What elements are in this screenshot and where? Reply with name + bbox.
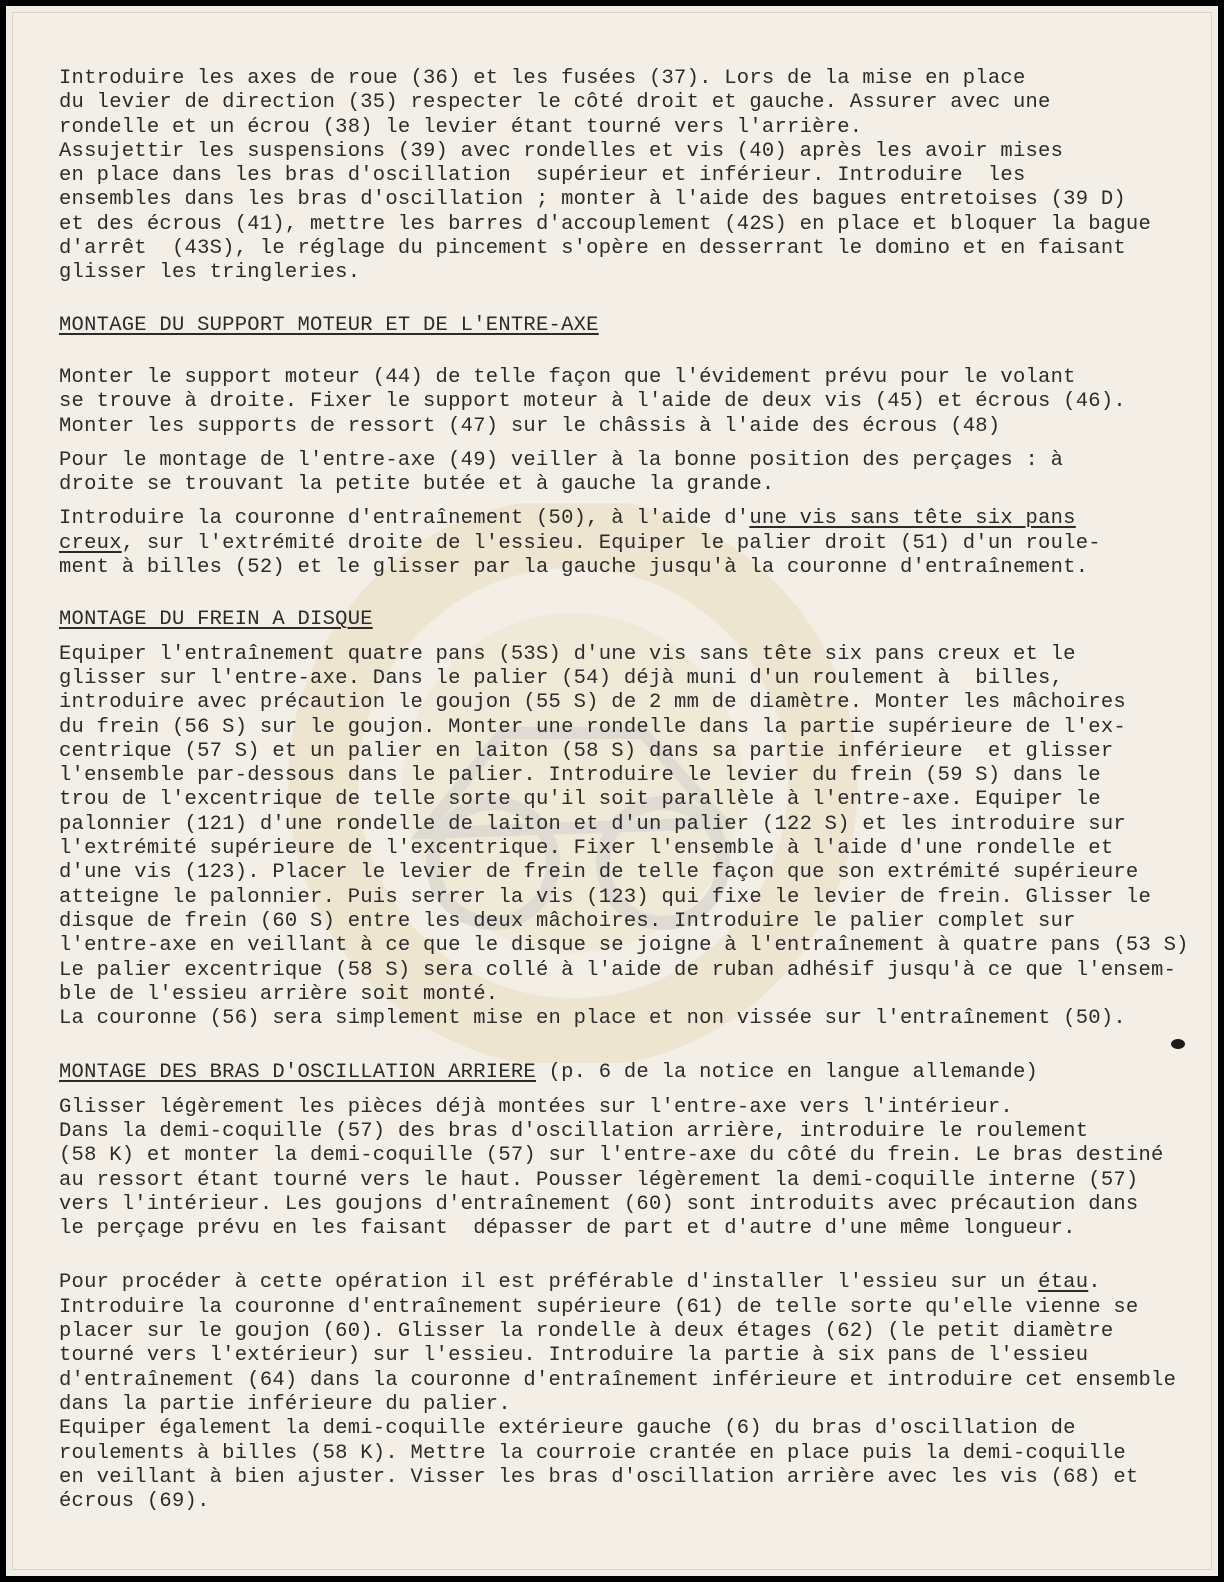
text-line: l'entre-axe en veillant à ce que le disque se joigne à l'entraînement à quatre pans (53 S) — [59, 934, 1189, 958]
underlined-text: étau — [1038, 1271, 1089, 1295]
text-line: atteigne le palonnier. Puis serrer la vis (123) qui fixe le levier de frein. Glisser le — [59, 885, 1152, 909]
text-line: Assujettir les suspensions (39) avec rondelles et vis (40) après les avoir mises — [59, 139, 1064, 163]
text-line: Introduire les axes de roue (36) et les fusées (37). Lors de la mise en place — [59, 67, 1026, 90]
paper-sheet — [12, 12, 1212, 1570]
paragraph-etau — [59, 1271, 1189, 1514]
text-line: Introduire la couronne d'entraînement supérieure (61) de telle sorte qu'elle vienne se — [59, 1295, 1139, 1319]
text-line: du frein (56 S) sur le goujon. Monter une rondelle dans la partie supérieure de l'ex- — [59, 715, 1126, 739]
section-heading-bras-oscillation — [59, 1061, 1189, 1085]
text-line: palonnier (121) d'une rondelle de laiton et d'un palier (122 S) et les introduire sur — [59, 812, 1126, 836]
paragraph-bras-oscillation — [59, 1096, 1189, 1242]
text-line: glisser sur l'entre-axe. Dans le palier (54) déjà muni d'un roulement à billes, — [59, 666, 1064, 690]
text-line: trou de l'excentrique de telle sorte qu'il soit parallèle à l'entre-axe. Equiper le — [59, 788, 1101, 812]
text-line: Equiper l'entraînement quatre pans (53S) d'une vis sans tête six pans creux et le — [59, 642, 1076, 666]
text-line — [59, 507, 1189, 531]
text-line: roulements à billes (58 K). Mettre la courroie crantée en place puis la demi-coquille — [59, 1441, 1126, 1465]
text-line: d'arrêt (43S), le réglage du pincement s'opère en desserrant le domino et en faisant — [59, 237, 1126, 261]
text-line: Dans la demi-coquille (57) des bras d'oscillation arrière, introduire le roulement — [59, 1119, 1089, 1143]
text-line: écrous (69). — [59, 1490, 210, 1514]
text-line: Le palier excentrique (58 S) sera collé à l'aide de ruban adhésif jusqu'à ce que l'ensem- — [59, 958, 1177, 982]
text-line: le perçage prévu en les faisant dépasser de part et d'autre d'une même longueur. — [59, 1217, 1076, 1241]
text-line: (58 K) et monter la demi-coquille (57) sur l'entre-axe du côté du frein. Le bras destiné — [59, 1144, 1164, 1168]
text-line: l'extrémité supérieure de l'excentrique. Fixer l'ensemble à l'aide d'une rondelle et — [59, 837, 1114, 861]
text-line: Monter le support moteur (44) de telle façon que l'évidement prévu pour le volant — [59, 365, 1076, 389]
text-line: Monter les supports de ressort (47) sur le châssis à l'aide des écrous (48) — [59, 414, 1001, 438]
text-line: au ressort étant tourné vers le haut. Pousser légèrement la demi-coquille interne (57) — [59, 1168, 1139, 1192]
heading-text: MONTAGE DU SUPPORT MOTEUR ET DE L'ENTRE-AXE — [59, 313, 599, 337]
text-line — [59, 532, 1189, 556]
text-line: tourné vers l'extérieur) sur l'essieu. Introduire la partie à six pans de l'essieu — [59, 1344, 1089, 1368]
intro-paragraph — [59, 67, 1189, 286]
underlined-text: creux — [59, 531, 122, 555]
text-line: disque de frein (60 S) entre les deux mâchoires. Introduire le palier complet sur — [59, 909, 1076, 933]
text-line — [59, 1271, 1189, 1295]
text-line: Glisser légèrement les pièces déjà montées sur l'entre-axe vers l'intérieur. — [59, 1095, 1013, 1119]
text-line: ble de l'essieu arrière soit monté. — [59, 982, 499, 1006]
text-line: rondelle et un écrou (38) le levier étant tourné vers l'arrière. — [59, 115, 863, 139]
ink-spot — [1171, 1039, 1185, 1049]
text-line: d'entraînement (64) dans la couronne d'entraînement inférieure et introduire cet ensemble — [59, 1368, 1177, 1392]
text-fragment: Introduire la couronne d'entraînement (50), à l'aide d' — [59, 507, 750, 531]
text-line: introduire avec précaution le goujon (55 S) de 2 mm de diamètre. Monter les mâchoires — [59, 691, 1126, 715]
text-line: en veillant à bien ajuster. Visser les bras d'oscillation arrière avec les vis (68) et — [59, 1465, 1139, 1489]
text-line: Pour le montage de l'entre-axe (49) veiller à la bonne position des perçages : à — [59, 448, 1064, 472]
section-heading-frein — [59, 608, 1189, 632]
text-line: La couronne (56) sera simplement mise en place et non vissée sur l'entraînement (50). — [59, 1007, 1126, 1031]
text-line: d'une vis (123). Placer le levier de frein de telle façon que son extrémité supérieure — [59, 861, 1139, 885]
text-line: l'ensemble par-dessous dans le palier. Introduire le levier du frein (59 S) dans le — [59, 764, 1101, 788]
text-fragment: Pour procéder à cette opération il est préférable d'installer l'essieu sur un — [59, 1271, 1039, 1295]
document-body — [59, 67, 1189, 1514]
paragraph-frein — [59, 643, 1189, 1032]
text-line: glisser les tringleries. — [59, 261, 361, 285]
paragraph-support-moteur — [59, 366, 1189, 439]
text-line: et des écrous (41), mettre les barres d'accouplement (42S) en place et bloquer la bague — [59, 212, 1152, 236]
underlined-text: une vis sans tête six pans — [749, 507, 1076, 531]
paragraph-couronne — [59, 507, 1189, 580]
section-heading-support-moteur — [59, 314, 1189, 338]
text-line: en place dans les bras d'oscillation supérieur et inférieur. Introduire les — [59, 164, 1026, 188]
heading-text: MONTAGE DES BRAS D'OSCILLATION ARRIERE — [59, 1061, 536, 1085]
text-fragment: . — [1088, 1271, 1101, 1295]
text-line: se trouve à droite. Fixer le support moteur à l'aide de deux vis (45) et écrous (46). — [59, 390, 1126, 414]
heading-text: MONTAGE DU FREIN A DISQUE — [59, 608, 373, 632]
text-line: vers l'intérieur. Les goujons d'entraînement (60) sont introduits avec précaution dans — [59, 1192, 1139, 1216]
text-line: centrique (57 S) et un palier en laiton (58 S) dans sa partie inférieure et glisser — [59, 739, 1114, 763]
text-line: placer sur le goujon (60). Glisser la rondelle à deux étages (62) (le petit diamètre — [59, 1320, 1114, 1344]
text-line: du levier de direction (35) respecter le côté droit et gauche. Assurer avec une — [59, 91, 1051, 115]
text-fragment: , sur l'extrémité droite de l'essieu. Equiper le palier droit (51) d'un roule- — [121, 531, 1101, 555]
text-line: droite se trouvant la petite butée et à gauche la grande. — [59, 473, 775, 497]
text-line: ment à billes (52) et le glisser par la gauche jusqu'à la couronne d'entraînement. — [59, 556, 1089, 580]
paragraph-entre-axe — [59, 449, 1189, 498]
text-line: ensembles dans les bras d'oscillation ; monter à l'aide des bagues entretoises (39 D) — [59, 188, 1126, 212]
text-line: Equiper également la demi-coquille extérieure gauche (6) du bras d'oscillation de — [59, 1417, 1076, 1441]
heading-note: (p. 6 de la notice en langue allemande) — [535, 1061, 1039, 1085]
text-line: dans la partie inférieure du palier. — [59, 1392, 511, 1416]
